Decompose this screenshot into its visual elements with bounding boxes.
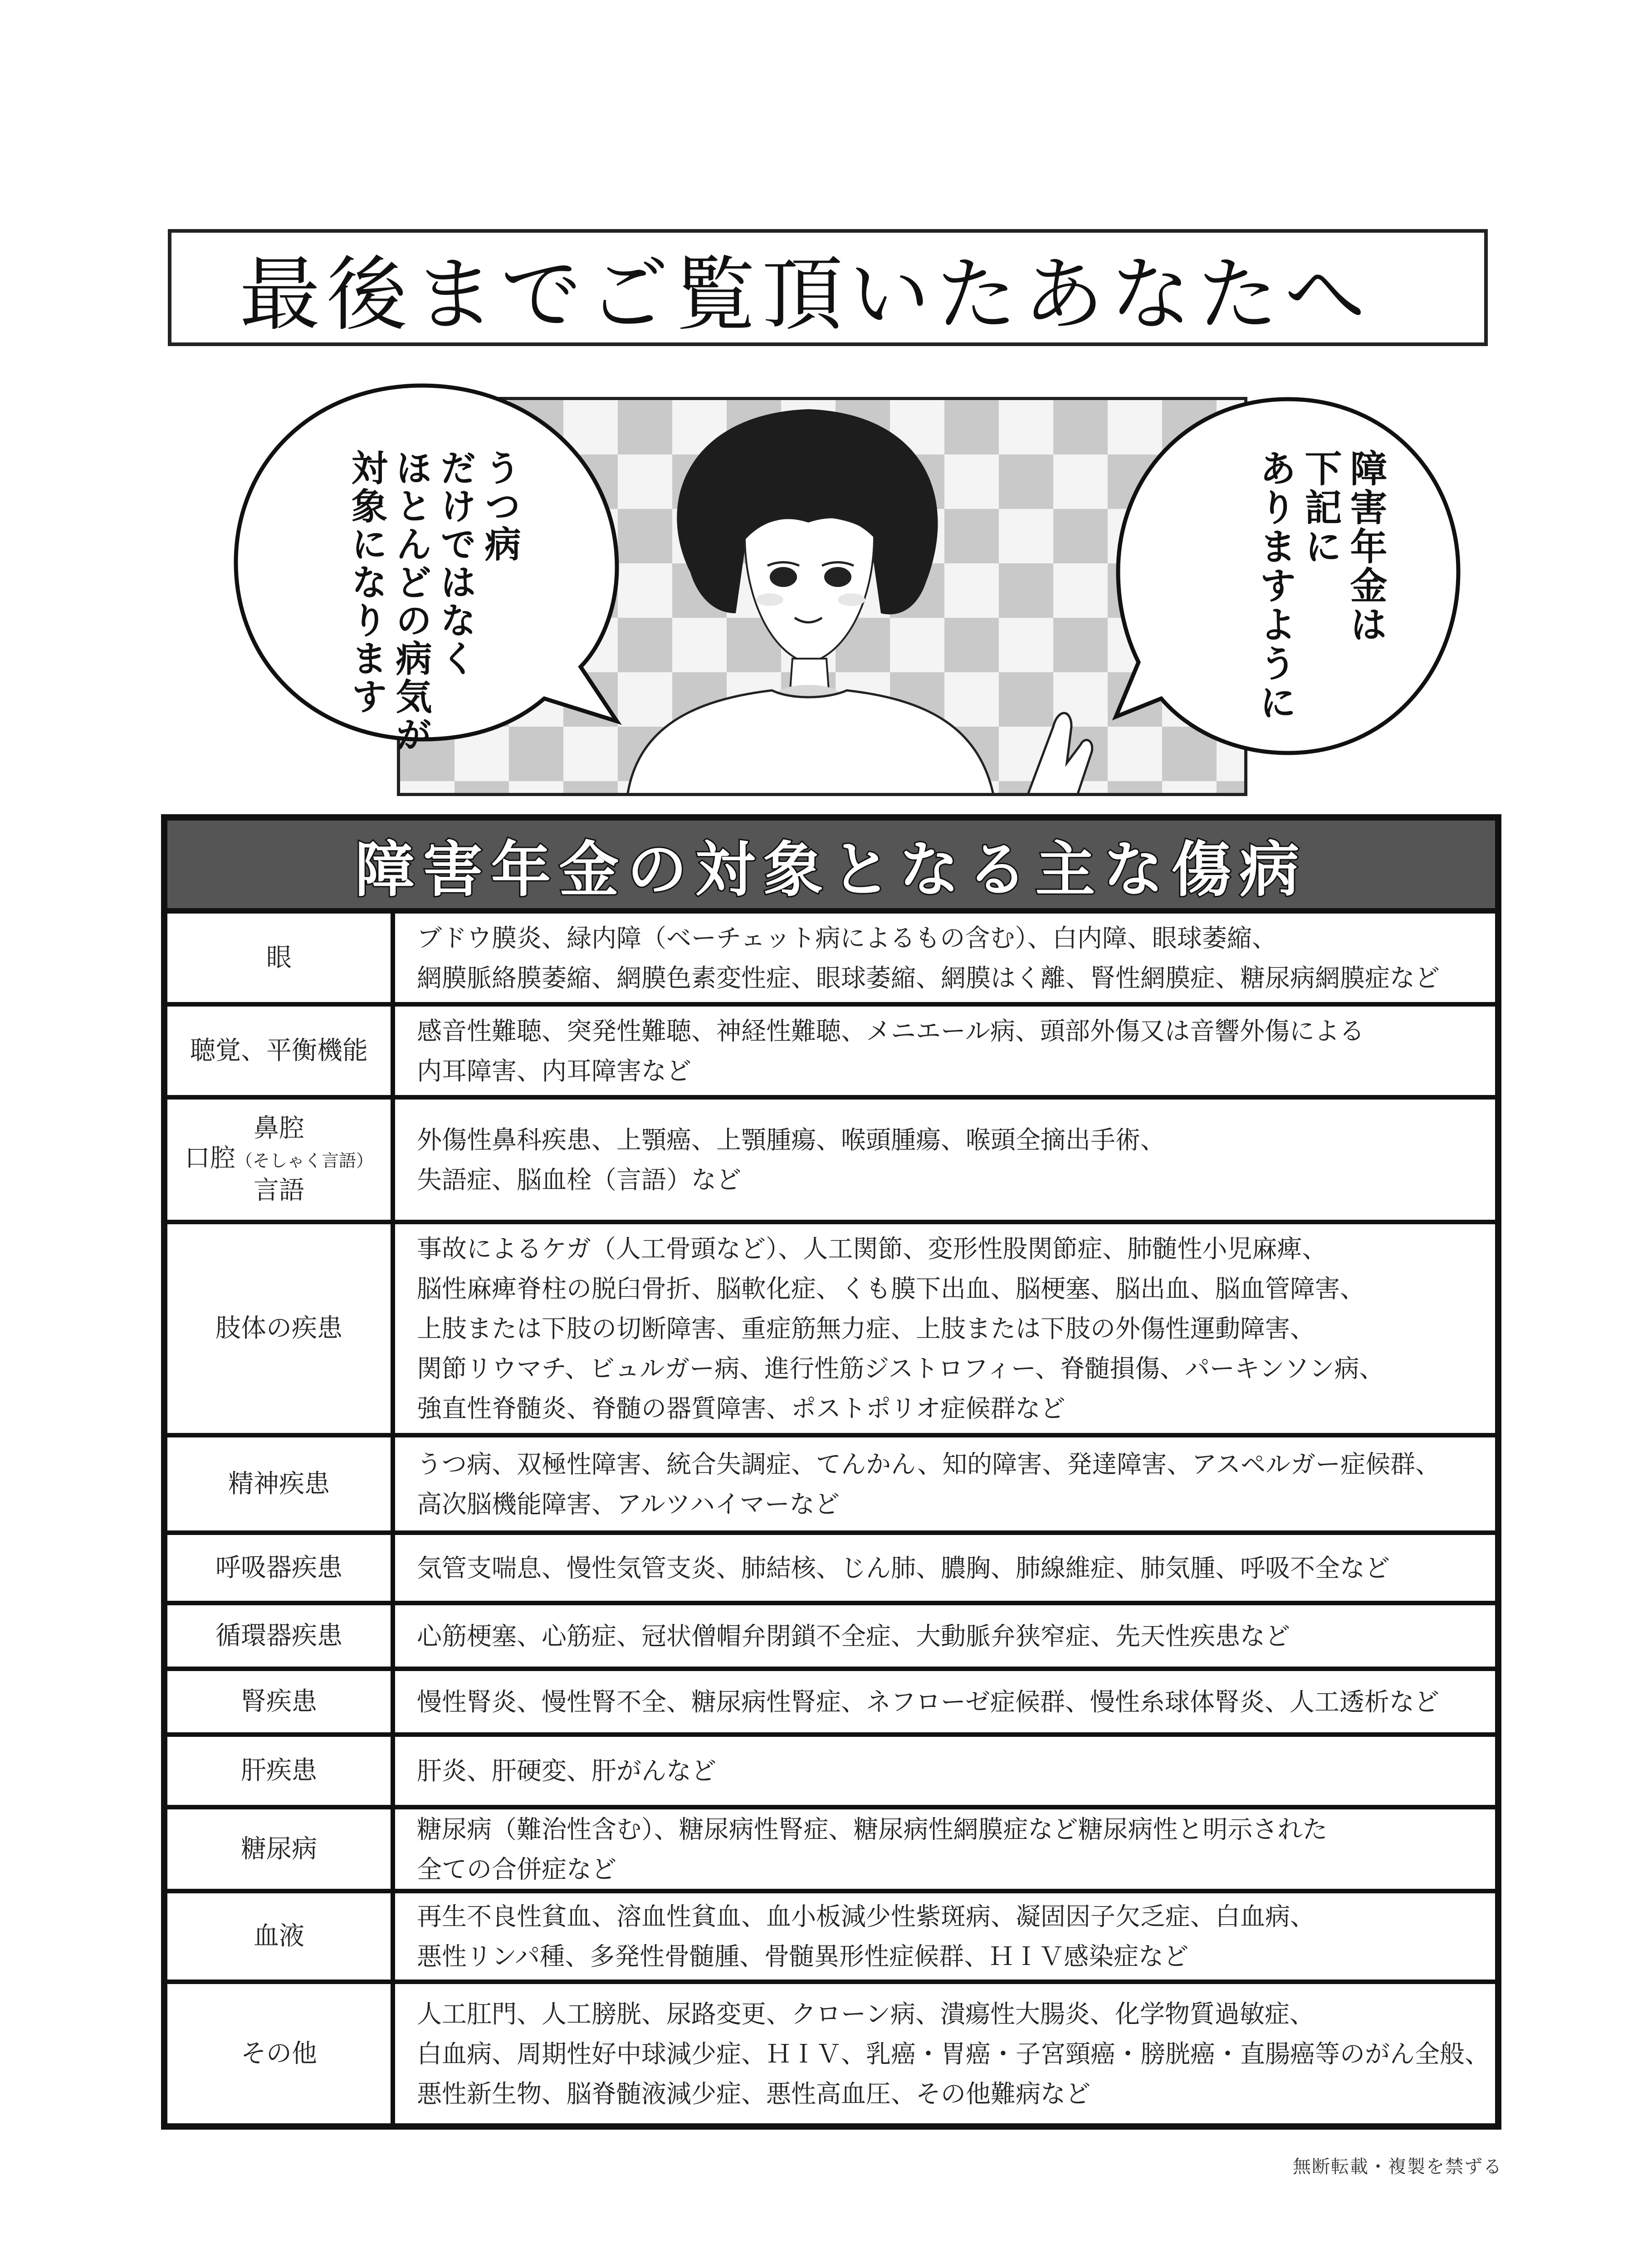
speech-right-line-3: ありますように xyxy=(1253,449,1296,722)
table-row xyxy=(167,914,1495,1007)
speech-left-line-4: 対象になります xyxy=(345,449,387,716)
row-description xyxy=(417,1007,1481,1095)
category-label: 呼吸器疾患 xyxy=(215,1553,342,1583)
speech-left-line-2: だけではなく xyxy=(434,449,476,678)
row-description xyxy=(417,1984,1490,2123)
description-line: 事故によるケガ（人工骨頭など）、人工関節、変形性股関節症、肺髄性小児麻痺、 xyxy=(417,1234,1327,1263)
table-header xyxy=(167,821,1495,914)
description-line: 網膜脈絡膜萎縮、網膜色素変性症、眼球萎縮、網膜はく離、腎性網膜症、糖尿病網膜症など xyxy=(417,963,1440,992)
description-line: 白血病、周期性好中球減少症、ＨＩＶ、乳癌・胃癌・子宮頸癌・膀胱癌・直腸癌等のがん全般、 xyxy=(417,2039,1490,2068)
category-label: 血液 xyxy=(254,1921,304,1951)
description-line: 高次脳機能障害、アルツハイマーなど xyxy=(417,1489,840,1519)
table-row xyxy=(167,1671,1495,1737)
category-label: その他 xyxy=(241,2038,317,2068)
page-title: 最後までご覧頂いたあなたへ xyxy=(239,248,1372,342)
row-category xyxy=(167,1535,395,1601)
description-line: ブドウ膜炎、緑内障（ベーチェット病によるもの含む）、白内障、眼球萎縮、 xyxy=(417,923,1277,953)
category-label: 肢体の疾患 xyxy=(215,1314,342,1343)
description-line: 上肢または下肢の切断障害、重症筋無力症、上肢または下肢の外傷性運動障害、 xyxy=(417,1314,1315,1343)
row-category xyxy=(167,1893,395,1980)
category-label-note: （そしゃく言語） xyxy=(235,1151,373,1171)
description-line: 外傷性鼻科疾患、上顎癌、上顎腫瘍、喉頭腫瘍、喉頭全摘出手術、 xyxy=(417,1125,1166,1154)
row-description xyxy=(417,1100,1481,1220)
description-line: 糖尿病（難治性含む）、糖尿病性腎症、糖尿病性網膜症など糖尿病性と明示された xyxy=(417,1814,1328,1844)
row-description xyxy=(417,1737,1481,1805)
description-line: 心筋梗塞、心筋症、冠状僧帽弁閉鎖不全症、大動脈弁狭窄症、先天性疾患など xyxy=(417,1621,1290,1651)
table-row xyxy=(167,1535,1495,1605)
row-category xyxy=(167,1809,395,1889)
table-row xyxy=(167,1737,1495,1809)
category-label: 精神疾患 xyxy=(228,1469,330,1499)
speech-bubble-right xyxy=(1107,390,1465,767)
table-row xyxy=(167,1605,1495,1671)
description-line: 感音性難聴、突発性難聴、神経性難聴、メニエール病、頭部外傷又は音響外傷による xyxy=(417,1016,1364,1046)
copyright-notice: 無断転載・複製を禁ずる xyxy=(1293,2156,1502,2177)
description-line: 全ての合併症など xyxy=(417,1854,617,1884)
description-line: 人工肛門、人工膀胱、尿路変更、クローン病、潰瘍性大腸炎、化学物質過敏症、 xyxy=(417,1999,1315,2028)
row-description xyxy=(417,1809,1481,1889)
speech-left-line-3: ほとんどの病気が xyxy=(390,449,432,754)
table-row xyxy=(167,1984,1495,2123)
speech-right-line-2: 下記に xyxy=(1299,449,1342,566)
table-row xyxy=(167,1809,1495,1893)
description-line: 脳性麻痺脊柱の脱臼骨折、脳軟化症、くも膜下出血、脳梗塞、脳出血、脳血管障害、 xyxy=(417,1274,1365,1303)
description-line: うつ病、双極性障害、統合失調症、てんかん、知的障害、発達障害、アスペルガー症候群、 xyxy=(417,1449,1441,1479)
row-description xyxy=(417,1671,1481,1732)
row-category xyxy=(167,1007,395,1095)
table-row xyxy=(167,1007,1495,1100)
description-line: 再生不良性貧血、溶血性貧血、血小板減少性紫斑病、凝固因子欠乏症、白血病、 xyxy=(417,1902,1315,1931)
table-row xyxy=(167,1437,1495,1535)
category-label: 聴覚、平衡機能 xyxy=(190,1036,368,1066)
row-category xyxy=(167,1224,395,1433)
row-description xyxy=(417,1535,1481,1601)
description-line: 失語症、脳血栓（言語）など xyxy=(417,1165,742,1194)
table-row xyxy=(167,1893,1495,1984)
row-description xyxy=(417,1605,1481,1667)
speech-bubble-left xyxy=(227,376,626,767)
category-label-line-3: 言語 xyxy=(254,1176,304,1205)
description-line: 悪性リンパ種、多発性骨髄腫、骨髄異形性症候群、ＨＩＶ感染症など xyxy=(417,1942,1189,1971)
row-category xyxy=(167,1671,395,1732)
description-line: 悪性新生物、脳脊髄液減少症、悪性高血圧、その他難病など xyxy=(417,2079,1091,2108)
row-category xyxy=(167,914,395,1002)
category-label: 肝疾患 xyxy=(241,1756,317,1785)
row-category xyxy=(167,1437,395,1530)
speech-right-line-1: 障害年金は xyxy=(1344,449,1387,644)
description-line: 内耳障害、内耳障害など xyxy=(417,1056,692,1085)
table-row xyxy=(167,1224,1495,1437)
category-label: 糖尿病 xyxy=(241,1834,317,1864)
category-label-part: 口腔 xyxy=(184,1144,235,1173)
description-line: 慢性腎炎、慢性腎不全、糖尿病性腎症、ネフローゼ症候群、慢性糸球体腎炎、人工透析など xyxy=(417,1687,1439,1716)
row-category xyxy=(167,1605,395,1667)
row-description xyxy=(417,1224,1481,1433)
description-line: 肝炎、肝硬変、肝がんなど xyxy=(417,1756,717,1785)
row-description xyxy=(417,1893,1481,1980)
row-category xyxy=(167,1737,395,1805)
category-label: 循環器疾患 xyxy=(215,1621,342,1651)
category-label: 眼 xyxy=(266,943,292,973)
speech-left-text xyxy=(344,449,522,754)
speech-right-text xyxy=(1252,449,1388,722)
description-line: 気管支喘息、慢性気管支炎、肺結核、じん肺、膿胸、肺線維症、肺気腫、呼吸不全など xyxy=(417,1553,1390,1583)
description-line: 関節リウマチ、ビュルガー病、進行性筋ジストロフィー、脊髄損傷、パーキンソン病、 xyxy=(417,1354,1384,1383)
row-category xyxy=(167,1100,395,1220)
row-description xyxy=(417,1437,1481,1530)
category-label: 鼻腔 xyxy=(254,1114,304,1143)
speech-left-line-1: うつ病 xyxy=(479,449,521,563)
description-line: 強直性脊髄炎、脊髄の器質障害、ポストポリオ症候群など xyxy=(417,1394,1065,1423)
table-title: 障害年金の対象となる主な傷病 xyxy=(355,835,1308,905)
category-label: 腎疾患 xyxy=(241,1686,317,1716)
disease-table xyxy=(161,814,1501,2130)
row-description xyxy=(417,914,1481,1002)
row-category xyxy=(167,1984,395,2123)
title-box xyxy=(168,229,1488,346)
table-row xyxy=(167,1100,1495,1224)
category-label-line-2 xyxy=(185,1144,373,1176)
